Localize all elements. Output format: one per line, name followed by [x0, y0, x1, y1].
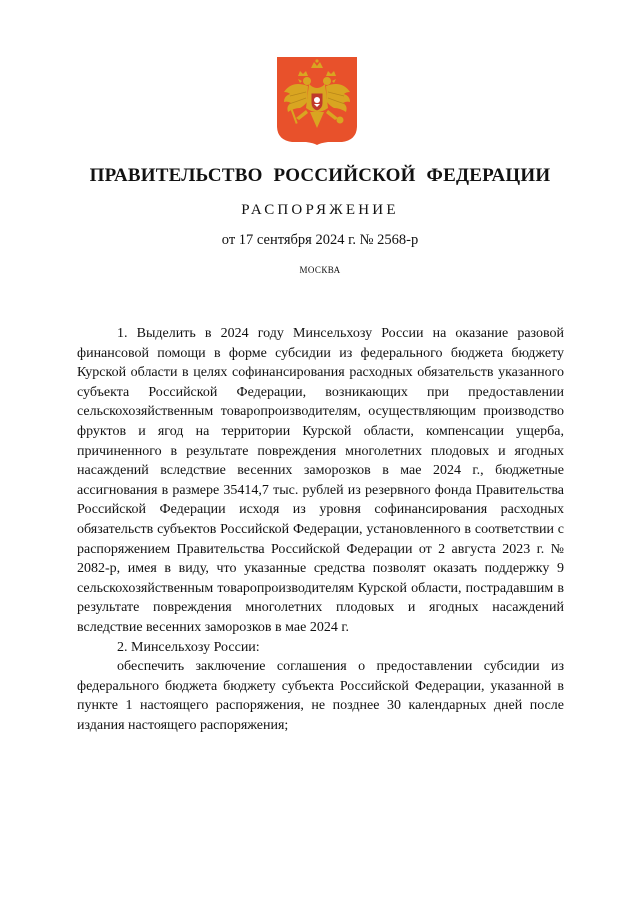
document-date-number: от 17 сентября 2024 г. № 2568-р	[221, 232, 419, 248]
document-type-heading: РАСПОРЯЖЕНИЕ	[241, 202, 399, 218]
paragraph-3: обеспечить заключение соглашения о предоставлении субсидии из федерального бюджета бюджету субъекта Российской Федерации, указанной в пункте 1 настоящего распоряжения, не позднее 30 календарных дней после издания настоящего распоряжения;	[77, 659, 564, 733]
paragraph-2: 2. Минсельхозу России:	[117, 639, 260, 655]
document-body	[77, 324, 564, 735]
paragraph-1: 1. Выделить в 2024 году Минсельхозу России на оказание разовой финансовой помощи в форме субсидии из федерального бюджета бюджету Курской области в целях софинансирования расходных обязательств указанного субъекта Российской Федерации, возникающих при предоставлении сельскохозяйственным товаропроизводителям, осуществляющим производство фруктов и ягод на территории Курской области, компенсации ущерба, причиненного в результате повреждения многолетних плодовых и ягодных насаждений вследствие весенних заморозков в мае 2024 г., бюджетные ассигнования в размере 35414,7 тыс. рублей из резервного фонда Правительства Российской Федерации исходя из уровня софинансирования расходных обязательств субъектов Российской Федерации, установленного в соответствии с распоряжением Правительства Российской Федерации от 2 августа 2023 г. № 2082-р, имея в виду, что указанные средства позволят оказать поддержку 9 сельскохозяйственным товаропроизводителям Курской области, пострадавшим в результате повреждения многолетних плодовых и ягодных насаждений вследствие весенних заморозков в мае 2024 г.	[77, 326, 564, 635]
document-city: МОСКВА	[299, 265, 341, 275]
coat-of-arms-icon	[276, 56, 358, 146]
government-title: ПРАВИТЕЛЬСТВО РОССИЙСКОЙ ФЕДЕРАЦИИ	[89, 165, 551, 186]
coat-of-arms-emblem	[276, 56, 358, 146]
